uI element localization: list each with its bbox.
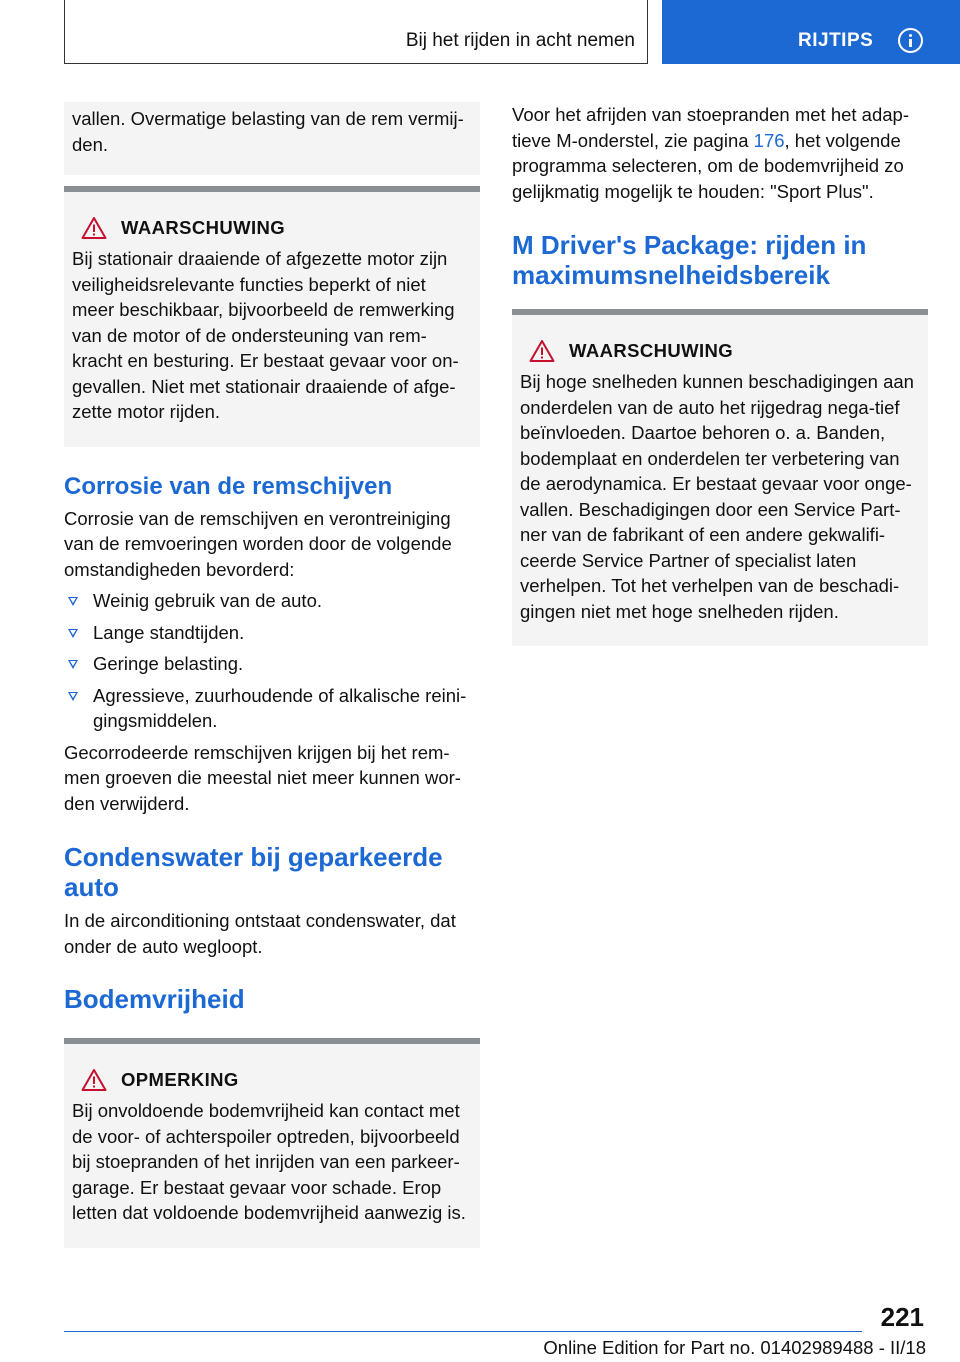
warning-text: Bij hoge snelheden kunnen beschadigingen aan onderdelen van de auto het rijgedrag nega‐tief beïnvloeden. Daartoe behoren o. a. Banden, bodemplaat en onderdelen ter verbetering van de aerodynamica. Er bestaat gevaar voor onge‐vallen. Beschadigingen door een Service Part‐ner van de fabrikant of een andere gekwalifi‐ceerde Service Partner of specialist laten verhelpen. Tot het verhelpen van de beschadi‐gingen niet met hoge snelheden rijden. [520, 371, 914, 622]
bullet-triangle-icon [68, 629, 78, 638]
warning-triangle-icon [529, 339, 555, 363]
page-number: 221 [880, 1302, 924, 1332]
list-item: Weinig gebruik van de auto. [64, 588, 480, 614]
chapter-tab-label: RIJTIPS [798, 30, 874, 51]
note-text: Bij onvoldoende bodemvrijheid kan contact met de voor- of achterspoiler optreden, bijvoorbeeld bij stoepranden of het inrijden van een parkeer‐garage. Er bestaat gevaar voor schade. Erop letten dat voldoende bodemvrijheid aanwezig is. [72, 1100, 466, 1223]
note-header [72, 1068, 472, 1092]
right-column [512, 102, 928, 646]
continued-text: vallen. Overmatige belasting van de rem vermij‐den. [72, 108, 464, 155]
note-title: OPMERKING [121, 1069, 239, 1090]
info-icon [898, 28, 923, 53]
warning-header [72, 216, 472, 240]
corrosion-outro: Gecorrodeerde remschijven krijgen bij het rem‐men groeven die meestal niet meer kunnen wor‐den verwijderd. [64, 741, 461, 814]
warning-triangle-icon [81, 1068, 107, 1092]
page-link[interactable]: 176 [753, 129, 785, 151]
warning-text: Bij stationair draaiende of afgezette motor zijn veiligheidsrelevante functies beperkt of niet meer beschikbaar, bijvoorbeeld de remwerking van de motor of de ondersteuning van rem‐kracht en besturing. Er bestaat gevaar voor on‐gevallen. Niet met stationair draaiende of afge‐zette motor rijden. [72, 248, 459, 422]
note-box-ground-clearance [64, 1038, 480, 1248]
list-item: Geringe belasting. [64, 651, 480, 677]
left-column [64, 102, 480, 1248]
chapter-tab[interactable] [662, 0, 960, 64]
warning-title: WAARSCHUWING [569, 340, 734, 361]
warning-title: WAARSCHUWING [121, 217, 286, 238]
heading-m-drivers-package: M Driver's Package: rijden in maximumsnelheidsbereik [512, 230, 867, 290]
list-item: Lange standtijden. [64, 620, 480, 646]
sport-plus-text: Voor het afrijden van stoepranden met het adap‐tieve M-onderstel, zie pagina 176, het volgende programma selecteren, om de bodemvrijheid zo gelijkmatig mogelijk te houden: "Sport Plus". [512, 104, 909, 202]
corrosion-intro: Corrosie van de remschijven en verontreiniging van de remvoeringen worden door de volgende omstandigheden bevorderd: [64, 507, 452, 580]
header-section-box [64, 0, 648, 64]
footer-divider [64, 1331, 862, 1332]
bullet-triangle-icon [68, 660, 78, 669]
corrosion-list [64, 588, 480, 734]
heading-ground-clearance: Bodemvrijheid [64, 984, 245, 1014]
condensation-text: In de airconditioning ontstaat condenswater, dat onder de auto wegloopt. [64, 910, 456, 957]
heading-condensation: Condenswater bij geparkeerde auto [64, 842, 443, 902]
warning-header [520, 339, 920, 363]
list-item: Agressieve, zuurhoudende of alkalische reini‐gingsmiddelen. [64, 683, 480, 734]
warning-box-engine-off [64, 186, 480, 447]
section-title: Bij het rijden in acht nemen [405, 30, 635, 51]
bullet-triangle-icon [68, 692, 78, 701]
bullet-triangle-icon [68, 597, 78, 606]
warning-triangle-icon [81, 216, 107, 240]
continued-warning-box [64, 102, 480, 175]
heading-corrosion: Corrosie van de remschijven [64, 472, 393, 500]
warning-box-high-speed [512, 309, 928, 646]
footer-edition: Online Edition for Part no. 01402989488 - II/18 [543, 1337, 926, 1358]
